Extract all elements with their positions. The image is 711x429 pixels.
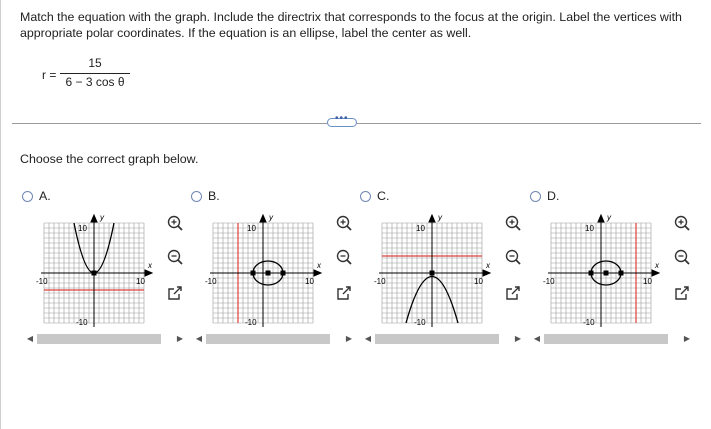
graph-b-ytick-top: 10 — [247, 224, 256, 233]
graph-b-ytick-bottom: -10 — [245, 318, 257, 327]
fraction-bar — [60, 73, 130, 74]
option-c-radio[interactable] — [360, 191, 371, 202]
option-a-radio[interactable] — [22, 191, 33, 202]
scroll-right-arrow-icon[interactable]: ▶ — [514, 334, 522, 343]
graph-b-zoom-out-icon[interactable] — [336, 249, 352, 265]
scroll-right-arrow-icon[interactable]: ▶ — [345, 334, 353, 343]
graph-c-x-label: x — [486, 261, 490, 270]
scroll-thumb[interactable] — [206, 334, 330, 344]
graph-a-vertex — [92, 271, 97, 276]
scroll-left-arrow-icon[interactable]: ◀ — [364, 334, 372, 343]
graph-d-vertex-right — [619, 271, 624, 276]
question-text: Match the equation with the graph. Include the directrix that corresponds to the focus at the origin. Label the vertices with appropriate polar coordinates. If the equation is an ellipse, label the center as well. — [20, 10, 682, 40]
scroll-thumb[interactable] — [375, 334, 499, 344]
graph-c — [372, 212, 494, 332]
graph-d-ytick-bottom: -10 — [583, 318, 595, 327]
option-c-label: C. — [377, 189, 390, 203]
graph-a-xtick-neg: -10 — [36, 277, 48, 286]
graph-b-scrollbar[interactable] — [193, 333, 359, 345]
equation — [42, 56, 142, 92]
graph-c-xtick-pos: 10 — [474, 277, 483, 286]
graph-d-popout-icon[interactable] — [674, 285, 690, 301]
scroll-right-arrow-icon[interactable]: ▶ — [176, 334, 184, 343]
graph-c-popout-icon[interactable] — [505, 285, 521, 301]
equation-lhs: r = — [42, 68, 57, 82]
scroll-left-arrow-icon[interactable]: ◀ — [26, 334, 34, 343]
graph-c-xtick-neg: -10 — [374, 277, 386, 286]
scroll-left-arrow-icon[interactable]: ◀ — [195, 334, 203, 343]
option-b-radio[interactable] — [191, 191, 202, 202]
graph-d-center — [604, 271, 609, 276]
more-dots: ••• — [335, 113, 349, 124]
graph-b-popout-icon[interactable] — [336, 285, 352, 301]
graph-d-xtick-neg: -10 — [543, 277, 555, 286]
graph-d-y-label: y — [607, 213, 611, 222]
option-b-label: B. — [208, 189, 220, 203]
graph-b-y-label: y — [269, 213, 273, 222]
graph-b-x-label: x — [317, 261, 321, 270]
graph-b-vertex-left — [251, 271, 256, 276]
equation-numerator: 15 — [88, 56, 102, 70]
graph-a-popout-icon[interactable] — [167, 285, 183, 301]
graph-c-zoom-out-icon[interactable] — [505, 249, 521, 265]
graph-a — [34, 212, 156, 332]
graph-a-ytick-top: 10 — [78, 224, 87, 233]
graph-a-xtick-pos: 10 — [136, 277, 145, 286]
option-d-label: D. — [547, 189, 560, 203]
graph-d-scrollbar[interactable] — [531, 333, 697, 345]
graph-d — [541, 212, 663, 332]
graph-b-xtick-pos: 10 — [305, 277, 314, 286]
graph-d-zoom-out-icon[interactable] — [674, 249, 690, 265]
left-border — [0, 0, 1, 429]
graph-a-y-label: y — [100, 213, 104, 222]
graph-a-zoom-out-icon[interactable] — [167, 249, 183, 265]
graph-c-ytick-top: 10 — [416, 224, 425, 233]
choose-prompt: Choose the correct graph below. — [20, 152, 199, 166]
graph-c-scrollbar[interactable] — [362, 333, 528, 345]
graph-c-zoom-in-icon[interactable] — [505, 215, 521, 231]
graph-b-xtick-neg: -10 — [205, 277, 217, 286]
graph-a-zoom-in-icon[interactable] — [167, 215, 183, 231]
graph-c-y-label: y — [438, 213, 442, 222]
graph-d-xtick-pos: 10 — [643, 277, 652, 286]
scroll-left-arrow-icon[interactable]: ◀ — [533, 334, 541, 343]
graph-c-vertex — [430, 271, 435, 276]
option-d-radio[interactable] — [530, 191, 541, 202]
graph-a-ytick-bottom: -10 — [76, 318, 88, 327]
option-a-label: A. — [39, 189, 51, 203]
graph-d-vertex-left — [589, 271, 594, 276]
expand-more-button[interactable] — [327, 113, 357, 127]
graph-d-x-label: x — [655, 261, 659, 270]
graph-d-ytick-top: 10 — [585, 224, 594, 233]
graph-a-scrollbar[interactable] — [24, 333, 190, 345]
graph-c-ytick-bottom: -10 — [414, 318, 426, 327]
scroll-right-arrow-icon[interactable]: ▶ — [683, 334, 691, 343]
graph-b-zoom-in-icon[interactable] — [336, 215, 352, 231]
scroll-thumb[interactable] — [544, 334, 668, 344]
equation-denominator: 6 − 3 cos θ — [65, 75, 125, 89]
graph-d-zoom-in-icon[interactable] — [674, 215, 690, 231]
graph-b-center — [266, 271, 271, 276]
graph-b — [203, 212, 325, 332]
graph-a-x-label: x — [148, 261, 152, 270]
graph-b-vertex-right — [281, 271, 286, 276]
scroll-thumb[interactable] — [37, 334, 161, 344]
